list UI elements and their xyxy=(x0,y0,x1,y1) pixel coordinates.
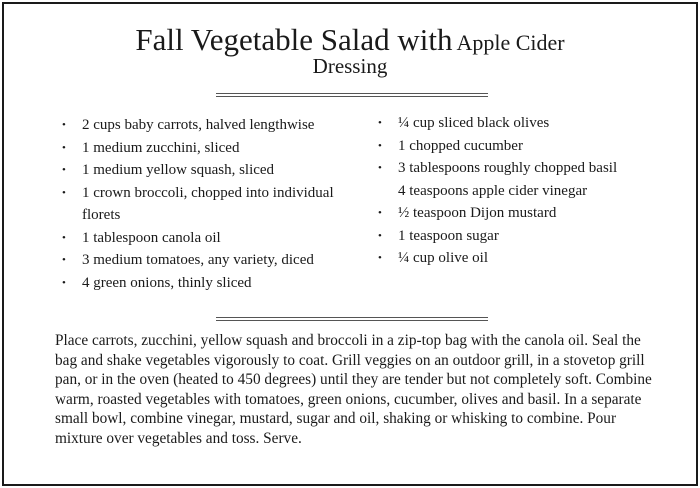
bullet-icon: • xyxy=(62,254,66,266)
ingredient-text: 1 teaspoon sugar xyxy=(398,227,499,244)
ingredient-text: 2 cups baby carrots, halved lengthwise xyxy=(82,117,315,133)
ingredient-text: 1 tablespoon canola oil xyxy=(82,229,221,246)
bullet-icon: • xyxy=(378,229,382,242)
ingredient-item xyxy=(60,159,360,182)
ingredient-item xyxy=(376,247,686,270)
recipe-title xyxy=(4,24,696,55)
ingredient-item xyxy=(376,112,686,135)
ingredient-item xyxy=(376,225,686,248)
bullet-icon: • xyxy=(62,119,66,131)
ingredient-text: 1 crown broccoli, chopped into individual florets xyxy=(82,184,334,223)
recipe-title-line2: Dressing xyxy=(312,54,388,78)
recipe-card xyxy=(2,2,698,486)
bottom-divider xyxy=(216,317,488,321)
ingredient-text: 1 chopped cucumber xyxy=(398,137,523,154)
directions-paragraph: Place carrots, zucchini, yellow squash and broccoli in a zip-top bag with the canola oil. Seal the bag and shake vegetables vigorously to coat. Grill veggies on an outdoor grill, in a stovetop grill pan, or in the oven (heated to 450 degrees) until they are tender but not completely soft. Combine warm, roasted vegetables with tomatoes, green onions, cucumber, olives and basil. In a separate small bowl, combine vinegar, mustard, sugar and oil, shaking or whisking to combine. Pour mixture over vegetables and toss. Serve. xyxy=(55,332,652,447)
bullet-icon: • xyxy=(62,276,66,289)
ingredient-item xyxy=(60,137,360,160)
ingredient-text: 3 medium tomatoes, any variety, diced xyxy=(82,252,314,268)
ingredient-text: ¼ cup olive oil xyxy=(398,250,488,266)
bullet-icon: • xyxy=(62,141,66,154)
ingredient-text: 1 medium yellow squash, sliced xyxy=(82,162,275,178)
top-divider xyxy=(216,93,488,97)
bullet-icon: • xyxy=(62,231,66,244)
bullet-icon: • xyxy=(378,117,382,129)
bullet-icon: • xyxy=(62,186,66,199)
ingredient-item xyxy=(376,157,686,180)
bullet-icon: • xyxy=(378,252,382,264)
ingredient-item xyxy=(376,202,686,225)
ingredient-item xyxy=(376,180,686,203)
ingredient-item xyxy=(60,227,360,250)
ingredient-item xyxy=(60,114,360,137)
ingredient-item xyxy=(60,182,360,227)
recipe-title-sub: Apple Cider xyxy=(456,30,565,55)
ingredient-text: ½ teaspoon Dijon mustard xyxy=(398,205,557,221)
ingredient-item xyxy=(376,135,686,158)
ingredient-item xyxy=(60,272,360,295)
recipe-title-main: Fall Vegetable Salad with xyxy=(135,22,453,57)
ingredient-text: 4 teaspoons apple cider vinegar xyxy=(398,182,588,199)
bullet-icon: • xyxy=(378,162,382,174)
bullet-icon: • xyxy=(378,207,382,219)
ingredient-text: 4 green onions, thinly sliced xyxy=(82,274,252,291)
ingredients-list-right xyxy=(376,112,686,270)
ingredient-item xyxy=(60,249,360,272)
ingredients-list-left xyxy=(60,114,360,294)
bullet-icon: • xyxy=(62,164,66,176)
bullet-icon: • xyxy=(378,139,382,152)
ingredient-text: ¼ cup sliced black olives xyxy=(398,115,550,131)
ingredient-text: 1 medium zucchini, sliced xyxy=(82,139,240,156)
ingredient-text: 3 tablespoons roughly chopped basil xyxy=(398,160,618,176)
